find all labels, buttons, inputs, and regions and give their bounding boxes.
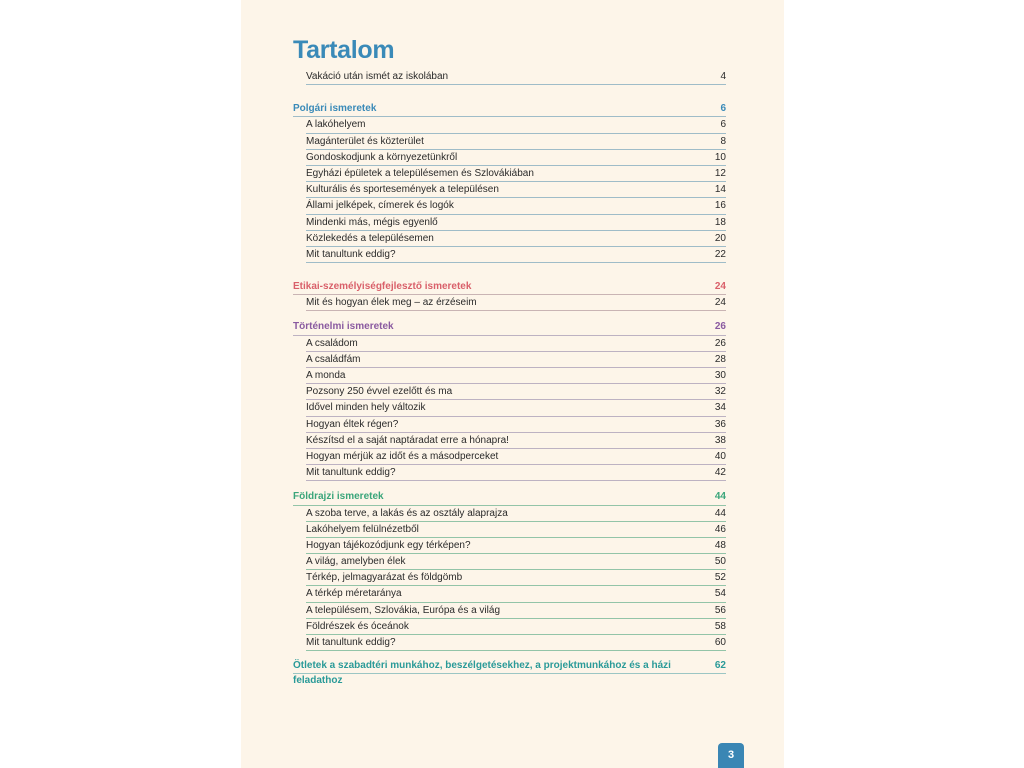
toc-entry[interactable] (306, 400, 726, 416)
entry-label: Mit tanultunk eddig? (306, 467, 396, 479)
entry-label: Hogyan tájékozódjunk egy térképen? (306, 539, 471, 551)
entry-label: A családom (306, 337, 358, 349)
entry-label: A monda (306, 370, 346, 381)
section-page: 6 (720, 103, 726, 115)
toc-entry[interactable] (306, 635, 726, 651)
toc-entry[interactable] (306, 433, 726, 449)
toc-entry[interactable] (306, 538, 726, 554)
entry-page: 8 (720, 135, 726, 147)
entry-page: 12 (714, 167, 726, 179)
entry-label: Lakóhelyem felülnézetből (306, 523, 419, 535)
section-title: Polgári ismeretek (293, 103, 377, 115)
entry-label: Állami jelképek, címerek és logók (306, 200, 454, 212)
entry-page: 42 (714, 467, 726, 479)
entry-label: A térkép méretaránya (306, 588, 402, 600)
section-title: Földrajzi ismeretek (293, 491, 384, 503)
section-page: 24 (714, 281, 726, 293)
entry-label: Közlekedés a településemen (306, 232, 434, 244)
section-title: Etikai-személyiségfejlesztő ismeretek (293, 281, 472, 293)
entry-page: 30 (714, 370, 726, 381)
entry-label: Vakáció után ismét az iskolában (306, 71, 449, 82)
toc-entry[interactable] (306, 522, 726, 538)
entry-page: 22 (714, 248, 726, 260)
toc-entry[interactable] (306, 506, 726, 522)
page-number: 3 (718, 743, 744, 768)
toc-page (241, 0, 784, 768)
entry-page: 38 (714, 434, 726, 446)
entry-label: Pozsony 250 évvel ezelőtt és ma (306, 386, 453, 398)
entry-page: 54 (714, 588, 726, 600)
toc-section (293, 489, 726, 651)
entry-page: 40 (714, 450, 726, 462)
entry-label: A világ, amelyben élek (306, 556, 406, 568)
toc-entry[interactable] (306, 352, 726, 368)
toc-entry[interactable] (306, 449, 726, 465)
entry-page: 26 (714, 337, 726, 349)
toc-entry[interactable] (306, 198, 726, 214)
entry-label: Egyházi épületek a településemen és Szlovákiában (306, 167, 534, 179)
section-heading[interactable] (293, 658, 726, 687)
toc-entry[interactable] (306, 231, 726, 247)
toc-entry[interactable] (306, 247, 726, 263)
toc-section (293, 658, 726, 687)
toc-entry[interactable] (306, 586, 726, 602)
toc-entry[interactable] (306, 166, 726, 182)
toc-entry[interactable] (306, 368, 726, 384)
toc-entry[interactable] (306, 150, 726, 166)
entry-label: A lakóhelyem (306, 119, 366, 131)
entry-page: 24 (714, 297, 726, 309)
entry-page: 56 (714, 604, 726, 616)
entry-page: 46 (714, 523, 726, 535)
entry-page: 48 (714, 539, 726, 551)
entry-page: 60 (714, 637, 726, 648)
toc-entry[interactable] (306, 134, 726, 150)
toc-section (293, 101, 726, 263)
entry-label: A családfám (306, 353, 361, 365)
section-title: Ötletek a szabadtéri munkához, beszélgetésekhez, a projektmunkához és a házi feladathoz (293, 660, 671, 687)
entry-label: Mindenki más, mégis egyenlő (306, 216, 438, 228)
entry-label: Hogyan mérjük az időt és a másodperceket (306, 450, 499, 462)
entry-page: 16 (714, 200, 726, 212)
toc-entry-intro[interactable] (306, 69, 726, 85)
toc-entry[interactable] (306, 465, 726, 481)
toc-entry[interactable] (306, 295, 726, 311)
section-heading[interactable] (293, 279, 726, 295)
entry-label: Kulturális és sportesemények a településen (306, 184, 499, 196)
toc-entry[interactable] (306, 570, 726, 586)
section-page: 44 (714, 491, 726, 503)
entry-label: Gondoskodjunk a környezetünkről (306, 151, 458, 163)
entry-label: Magánterület és közterület (306, 135, 424, 147)
toc-section (293, 279, 726, 311)
entry-page: 20 (714, 232, 726, 244)
entry-page: 58 (714, 620, 726, 632)
section-heading[interactable] (293, 489, 726, 505)
toc-entry[interactable] (306, 182, 726, 198)
section-heading[interactable] (293, 101, 726, 117)
section-page: 26 (714, 321, 726, 333)
entry-page: 32 (714, 386, 726, 398)
entry-label: Készítsd el a saját naptáradat erre a hónapra! (306, 434, 509, 446)
entry-label: Mit és hogyan élek meg – az érzéseim (306, 297, 477, 309)
toc-entry[interactable] (306, 384, 726, 400)
entry-page: 10 (714, 151, 726, 163)
entry-page: 6 (720, 119, 726, 131)
entry-page: 50 (714, 556, 726, 568)
toc-section (293, 319, 726, 481)
entry-page: 34 (714, 402, 726, 414)
section-title: Történelmi ismeretek (293, 321, 394, 333)
entry-page: 52 (714, 572, 726, 584)
section-heading[interactable] (293, 319, 726, 335)
section-page: 62 (714, 660, 726, 672)
entry-label: A településem, Szlovákia, Európa és a világ (306, 604, 500, 616)
toc-entry[interactable] (306, 554, 726, 570)
toc-entry[interactable] (306, 603, 726, 619)
entry-label: Mit tanultunk eddig? (306, 248, 396, 260)
entry-page: 4 (720, 71, 726, 82)
toc-entry[interactable] (306, 117, 726, 133)
entry-label: Mit tanultunk eddig? (306, 637, 396, 648)
page-title: Tartalom (293, 36, 395, 64)
toc-entry[interactable] (306, 417, 726, 433)
entry-label: Idővel minden hely változik (306, 402, 426, 414)
table-of-contents (293, 69, 726, 687)
entry-label: Térkép, jelmagyarázat és földgömb (306, 572, 463, 584)
entry-page: 18 (714, 216, 726, 228)
entry-page: 36 (714, 418, 726, 430)
toc-entry[interactable] (306, 336, 726, 352)
entry-page: 28 (714, 353, 726, 365)
entry-page: 14 (714, 184, 726, 196)
toc-entry[interactable] (306, 215, 726, 231)
entry-label: Földrészek és óceánok (306, 620, 409, 632)
entry-page: 44 (714, 507, 726, 519)
entry-label: Hogyan éltek régen? (306, 418, 399, 430)
entry-label: A szoba terve, a lakás és az osztály alaprajza (306, 507, 508, 519)
toc-entry[interactable] (306, 619, 726, 635)
